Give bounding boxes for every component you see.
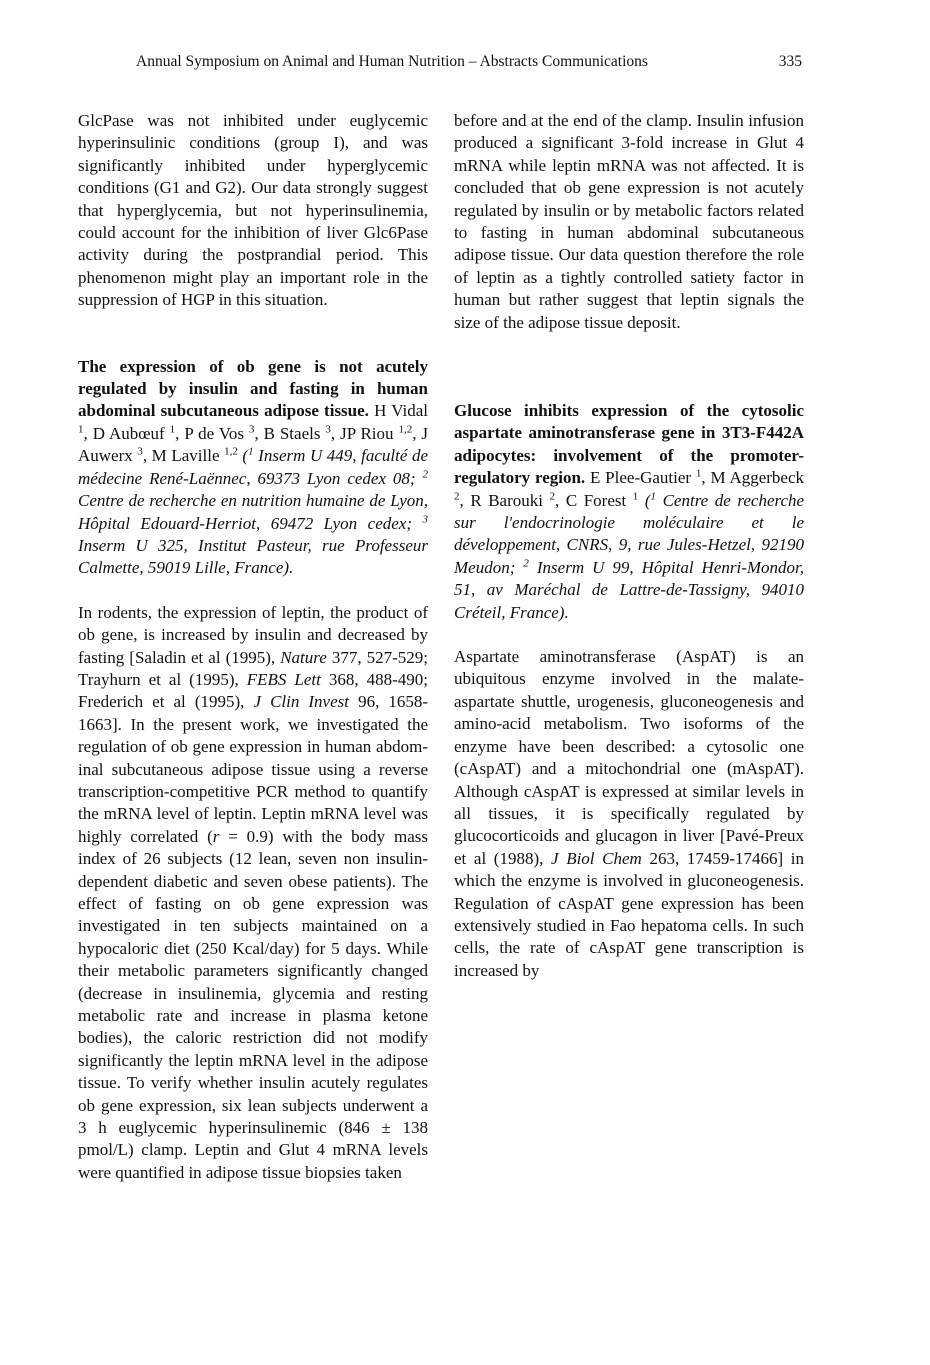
body-text: Aspartate aminotransferase (AspAT) is an ubiquitous enzyme involved in the malate-aspartate shuttle, urogenesis, gluconeogenesis and amino-acid metabolism. Two isoforms of the enzyme have been described: a cytosolic one (cAspAT) and a mitochondrial one (mAspAT). Although cAspAT is expressed at similar levels in all tissues, it is specifically regulated by glucocorticoids and glucagon in liver [Pavé-Preux et al (1988), xyxy=(454,647,804,868)
author: R Barouki xyxy=(470,490,543,510)
affil-sup: 2 xyxy=(422,468,429,481)
abstract-ob-gene-body-continued: before and at the end of the clamp. Insulin infusion produced a significant 3-fold increase in Glut 4 mRNA while leptin mRNA was not affected. It is concluded that ob gene expression is not acutely regulated by insulin or by metabolic factors related to fasting in human abdominal subcutaneous adipose tissue. Our data question therefore the role of leptin as a tightly controlled satiety factor in human but rather suggest that leptin signals the size of the adipose tissue deposit. xyxy=(454,111,804,332)
body-text: 96, 1658-1663]. In the present work, we investigated the regulation of ob gene expression in human abdominal subcutaneous adipose tissue using a reverse transcription-competitive PCR method to quantify the mRNA level of leptin. Leptin mRNA level was highly correlated ( xyxy=(78,692,429,846)
author: J Auwerx xyxy=(78,423,429,466)
left-column xyxy=(78,110,428,1184)
abstract-aspat-heading: Glucose inhibits expression of the cytosolic aspartate aminotransferase gene in 3T3-F442A adipocytes: involvement of the promoter-regulatory region. E Plee-Gautier $^1$, M Aggerbeck $^2$, R Barouki $^2$, C Forest $^1$ ($^1$ Centre de recherche sur l'endocrinologie moléculaire et le développement, CNRS, 9, rue Jules-Hetzel, 92190 Meudon; $^2$ Inserm U 99, Hôpital Henri-Mondor, 51, av Maréchal de Lattre-de-Tassigny, 94010 Créteil, France). xyxy=(454,401,805,622)
affiliations: ($^1$ Centre de recherche sur l'endocrinologie moléculaire et le développement, CNRS, 9, rue Jules-Hetzel, 92190 Meudon; $^2$ Inserm U 99, Hôpital Henri-Mondor, 51, av Maréchal de Lattre-de-Tassigny, 94010 Créteil, France). xyxy=(454,489,805,622)
journal-name: J Clin Invest xyxy=(253,692,349,712)
abstract-title: The expression of ob gene is not acutely regulated by insulin and fasting in human abdominal subcutaneous adipose tissue. xyxy=(78,356,428,421)
journal-name: FEBS Lett xyxy=(246,669,321,689)
abstract-ob-gene-heading: The expression of ob gene is not acutely regulated by insulin and fasting in human abdominal subcutaneous adipose tissue. H Vidal $^1$, D Aubœuf $^1$, P de Vos $^3$, B Staels $^3$, JP Riou $^{1,2}$, J Auwerx $^3$, M Laville $^{1,2}$ ($^1$ Inserm U 449, faculté de médecine René-Laënnec, 69373 Lyon cedex 08; $^2$ Centre de recherche en nutrition humaine de Lyon, Hôpital Edouard-Herriot, 69472 Lyon cedex; $^3$ Inserm U 325, Institut Pasteur, rue Professeur Calmette, 59019 Lille, France). xyxy=(78,356,429,578)
author-sup: 1,2 xyxy=(398,423,413,436)
body-text: = 0.9) with the body mass index of 26 subjects (12 lean, seven non insulin-dependent diabetic and seven obese patients). The effect of fasting on ob gene expression was investigated in ten subjects maintained on a hypocaloric diet (250 Kcal/day) for 5 days. While their metabolic parameters significantly changed (decrease in insulinemia, glycemia and resting metabolic rate and increase in plasma ketone bodies), the caloric restriction did not modify significantly the leptin mRNA level in the adipose tissue. To verify whether insulin acutely regulates ob gene expression, six lean subjects underwent a 3 h euglycemic hyperinsulinemic (846 ± 138 pmol/L) clamp. Leptin and Glut 4 mRNA levels were quantified in adipose tissue biopsies taken xyxy=(78,826,428,1182)
author-sup: 1 xyxy=(169,423,176,436)
author-sup: 2 xyxy=(454,489,460,502)
affil-sup: 2 xyxy=(523,557,529,570)
author: E Plee-Gautier xyxy=(590,468,692,488)
abstract-aspat-body xyxy=(454,646,804,982)
page-number: 335 xyxy=(778,53,802,70)
author-sup: 1,2 xyxy=(224,445,238,458)
author: M Aggerbeck xyxy=(710,468,805,488)
body-text: 263, 17459-17466] in which the enzyme is involved in gluconeogenesis. Regulation of cAspAT gene expression has been extensively studied in Fao hepatoma cells. In such cells, the rate of cAspAT gene transcription is increased by xyxy=(454,848,805,980)
author-sup: 3 xyxy=(325,423,331,436)
journal-name: Nature xyxy=(280,647,327,667)
author: M Laville xyxy=(151,446,220,466)
affil-sup: 1 xyxy=(248,445,254,458)
affiliation: Inserm U 449, faculté de médecine René-Laënnec, 69373 Lyon cedex 08; xyxy=(78,446,429,488)
affiliation: Centre de recherche sur l'endocrinologie moléculaire et le développement, CNRS, 9, rue Jules-Hetzel, 92190 Meudon; xyxy=(454,490,805,577)
body-text: 368, 488-490; Frederich et al (1995), xyxy=(78,669,429,712)
affiliations: ($^1$ Inserm U 449, faculté de médecine René-Laënnec, 69373 Lyon cedex 08; $^2$ Centre de recherche en nutrition humaine de Lyon, Hôpital Edouard-Herriot, 69472 Lyon cedex; $^3$ Inserm U 325, Institut Pasteur, rue Professeur Calmette, 59019 Lille, France). xyxy=(78,445,429,578)
author: H Vidal xyxy=(374,401,429,421)
body-text: In rodents, the expression of leptin, the product of ob gene, is increased by insulin and decreased by fasting [Saladin et al (1995), xyxy=(78,602,428,667)
affil-sup: 1 xyxy=(650,489,657,502)
author: P de Vos xyxy=(184,423,244,443)
abstract-title: Glucose inhibits expression of the cytosolic aspartate aminotransferase gene in 3T3-F442A adipocytes: involvement of the promoter-regulatory region. xyxy=(454,401,804,488)
author-sup: 3 xyxy=(137,445,143,458)
author-sup: 2 xyxy=(549,489,556,502)
author: D Aubœuf xyxy=(92,423,165,443)
running-head-title: Annual Symposium on Animal and Human Nutrition – Abstracts Communications xyxy=(136,53,648,70)
author: C Forest xyxy=(565,490,627,510)
body-text: 377, 527-529; Trayhurn et al (1995), xyxy=(78,647,429,689)
journal-name: J Biol Chem xyxy=(551,848,642,868)
affiliation: Inserm U 99, Hôpital Henri-Mondor, 51, av Maréchal de Lattre-de-Tassigny, 94010 Créteil, France). xyxy=(454,557,805,622)
affiliation: Centre de recherche en nutrition humaine de Lyon, Hôpital Edouard-Herriot, 69472 Lyon cedex; xyxy=(78,491,428,533)
author: B Staels xyxy=(263,423,321,443)
author-sup: 1 xyxy=(632,489,639,502)
right-column xyxy=(454,400,804,982)
affil-sup: 3 xyxy=(422,512,428,525)
author: JP Riou xyxy=(340,423,394,443)
affiliation: Inserm U 325, Institut Pasteur, rue Professeur Calmette, 59019 Lille, France). xyxy=(78,535,428,578)
continuation-paragraph: GlcPase was not inhibited under euglycemic hyperinsulinic conditions (group I), and was significantly inhibited under hyperglycemic conditions (G1 and G2). Our data strongly suggest that hyperglycemia, but not hyperinsulinemia, could account for the inhibition of liver Glc6Pase activity during the postprandial period. This phenomenon might play an important role in the suppression of HGP in this situation. xyxy=(78,111,428,310)
author-sup: 1 xyxy=(695,467,702,480)
right-column-top xyxy=(454,110,804,334)
author-sup: 1 xyxy=(78,423,84,436)
math-symbol: r xyxy=(212,826,220,846)
abstract-ob-gene-body xyxy=(78,602,428,1185)
author-sup: 3 xyxy=(248,423,255,436)
